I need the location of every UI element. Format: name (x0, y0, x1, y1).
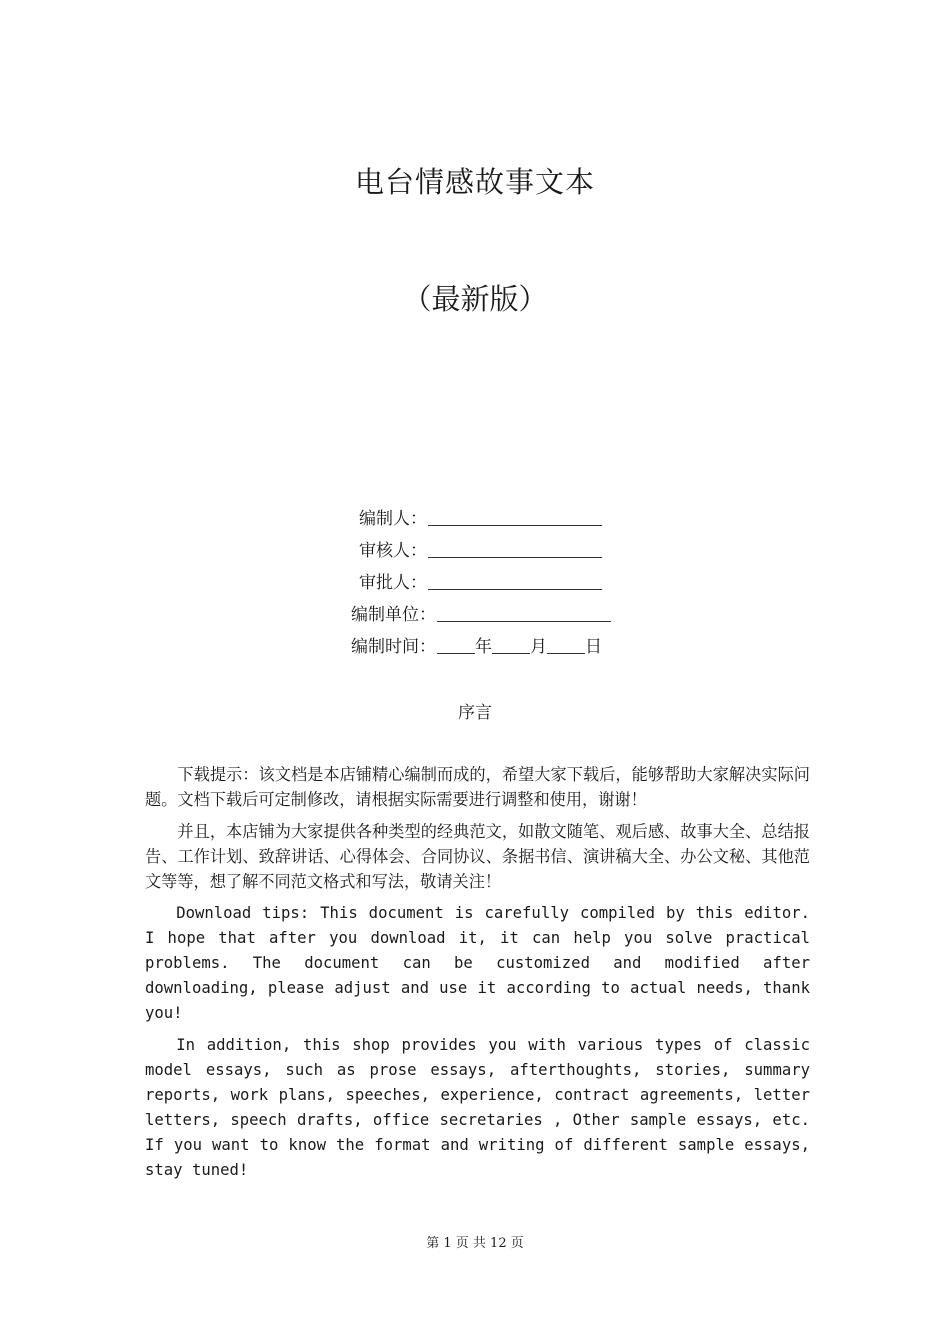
field-label-date: 编制时间： (351, 637, 436, 657)
signature-fields (0, 503, 950, 663)
field-row-approver (0, 567, 950, 599)
date-month-label: 月 (530, 637, 547, 657)
field-blank-approver[interactable] (428, 567, 602, 590)
field-blank-editor[interactable] (428, 503, 602, 526)
field-row-unit (0, 599, 950, 631)
field-row-editor (0, 503, 950, 535)
field-row-reviewer (0, 535, 950, 567)
field-row-date (0, 631, 950, 663)
paragraph-shop-info-cn: 并且，本店铺为大家提供各种类型的经典范文，如散文随笔、观后感、故事大全、总结报告、工作计划、致辞讲话、心得体会、合同协议、条据书信、演讲稿大全、办公文秘、其他范文等等，想了解不同范文格式和写法，敬请关注！ (145, 822, 810, 891)
field-blank-unit[interactable] (437, 599, 611, 622)
field-blank-year[interactable] (437, 631, 475, 654)
preface-body (145, 762, 810, 1190)
field-blank-reviewer[interactable] (428, 535, 602, 558)
field-blank-day[interactable] (547, 631, 585, 654)
field-label-approver: 审批人： (359, 573, 427, 593)
date-year-label: 年 (475, 637, 492, 657)
field-label-unit: 编制单位： (351, 605, 436, 625)
paragraph-download-tip-en: Download tips: This document is carefully compiled by this editor. I hope that after you download it, it can help you solve practical problems. The document can be customized and modified after downloading, please adjust and use it according to actual needs, thank you! (145, 904, 810, 1022)
field-blank-month[interactable] (492, 631, 530, 654)
field-label-reviewer: 审核人： (359, 541, 427, 561)
paragraph-download-tip-cn: 下载提示：该文档是本店铺精心编制而成的，希望大家下载后，能够帮助大家解决实际问题。文档下载后可定制修改，请根据实际需要进行调整和使用，谢谢！ (145, 765, 810, 809)
page-footer: 第 1 页 共 12 页 (426, 1236, 524, 1251)
document-subtitle: （最新版） (402, 282, 548, 316)
preface-heading: 序言 (458, 703, 492, 723)
field-label-editor: 编制人： (359, 509, 427, 529)
date-day-label: 日 (585, 637, 602, 657)
document-title: 电台情感故事文本 (354, 165, 595, 199)
paragraph-shop-info-en: In addition, this shop provides you with various types of classic model essays, such as prose essays, afterthoughts, stories, summary reports, work plans, speeches, experience, contract agreements, letter letters, speech drafts, office secretaries , Other sample essays, etc. If you want to know the format and writing of different sample essays, stay tuned! (145, 1036, 810, 1179)
